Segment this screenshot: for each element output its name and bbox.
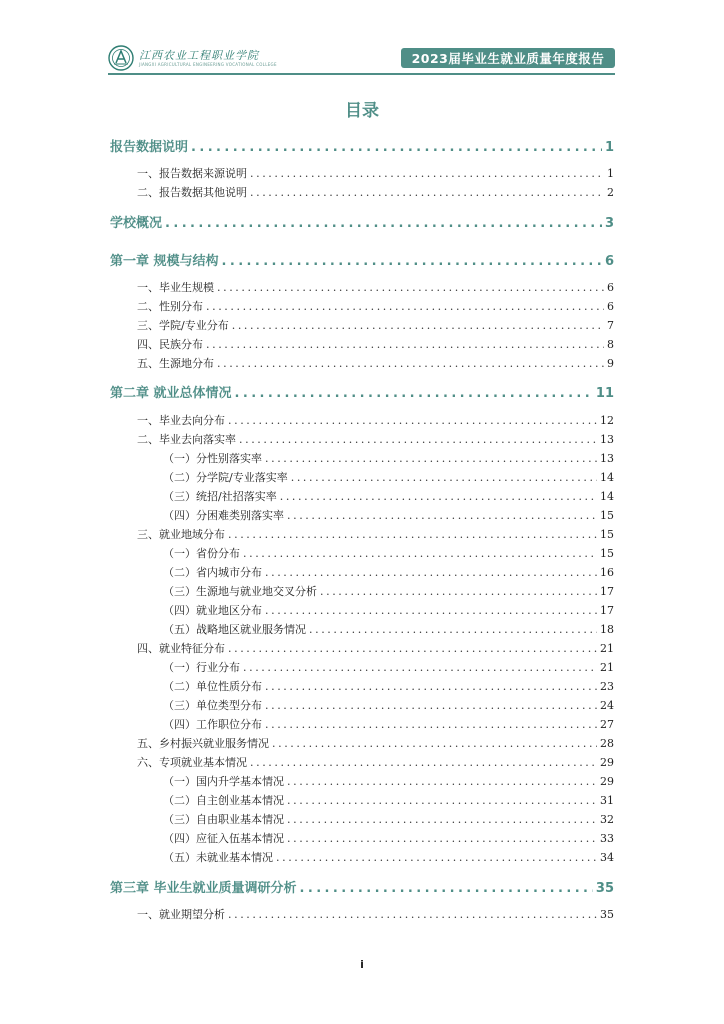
toc-entry[interactable] — [137, 279, 614, 295]
toc-entry[interactable] — [163, 773, 614, 789]
toc-entry-label: 五、乡村振兴就业服务情况 — [137, 737, 269, 750]
toc-dot-leader — [243, 661, 597, 674]
toc-dot-leader — [228, 642, 597, 655]
toc-entry-label: （二）省内城市分布 — [163, 566, 262, 579]
toc-entry[interactable] — [163, 792, 614, 808]
toc-entry-label: （三）单位类型分布 — [163, 699, 262, 712]
toc-entry[interactable] — [110, 136, 614, 155]
toc-entry-page: 6 — [607, 281, 614, 294]
toc-entry-page: 14 — [600, 471, 614, 484]
toc-entry-page: 12 — [600, 414, 614, 427]
toc-entry[interactable] — [163, 659, 614, 675]
toc-entry[interactable] — [163, 678, 614, 694]
toc-entry-page: 17 — [600, 585, 614, 598]
toc-dot-leader — [165, 216, 602, 231]
toc-entry-page: 14 — [600, 490, 614, 503]
toc-entry-label: 三、学院/专业分布 — [137, 319, 229, 332]
page-number: i — [360, 958, 364, 971]
toc-dot-leader — [217, 357, 604, 370]
toc-entry[interactable] — [137, 754, 614, 770]
toc-entry-label: 一、报告数据来源说明 — [137, 167, 247, 180]
toc-entry[interactable] — [137, 412, 614, 428]
toc-dot-leader — [206, 300, 604, 313]
toc-entry-label: （四）应征入伍基本情况 — [163, 832, 284, 845]
toc-dot-leader — [228, 528, 597, 541]
toc-entry-page: 35 — [600, 908, 614, 921]
toc-entry-label: （四）就业地区分布 — [163, 604, 262, 617]
toc-dot-leader — [272, 737, 597, 750]
toc-entry-label: （三）生源地与就业地交叉分析 — [163, 585, 317, 598]
toc-dot-leader — [287, 832, 597, 845]
toc-entry-page: 15 — [600, 528, 614, 541]
toc-entry-label: 三、就业地域分布 — [137, 528, 225, 541]
toc-entry-label: 四、民族分布 — [137, 338, 203, 351]
toc-entry-label: 四、就业特征分布 — [137, 642, 225, 655]
toc-entry-label: （二）分学院/专业落实率 — [163, 471, 288, 484]
toc-entry-page: 34 — [600, 851, 614, 864]
toc-entry[interactable] — [163, 621, 614, 637]
page-header — [108, 40, 615, 74]
toc-entry-label: （一）行业分布 — [163, 661, 240, 674]
toc-entry[interactable] — [163, 602, 614, 618]
toc-dot-leader — [309, 623, 597, 636]
toc-dot-leader — [265, 718, 597, 731]
toc-entry-label: （五）战略地区就业服务情况 — [163, 623, 306, 636]
toc-dot-leader — [300, 881, 593, 896]
toc-dot-leader — [228, 908, 597, 921]
toc-entry-page: 21 — [600, 661, 614, 674]
logo-name-cn: 江西农业工程职业学院 — [139, 49, 259, 62]
toc-entry[interactable] — [163, 564, 614, 580]
toc-entry-page: 13 — [600, 433, 614, 446]
toc-dot-leader — [217, 281, 604, 294]
toc-dot-leader — [265, 604, 597, 617]
toc-entry[interactable] — [163, 716, 614, 732]
toc-entry-label: 学校概况 — [110, 216, 163, 231]
toc-dot-leader — [228, 414, 597, 427]
toc-dot-leader — [276, 851, 597, 864]
toc-dot-leader — [287, 813, 597, 826]
toc-dot-leader — [287, 509, 597, 522]
toc-entry-label: （三）自由职业基本情况 — [163, 813, 284, 826]
toc-dot-leader — [239, 433, 597, 446]
college-logo — [108, 44, 277, 72]
toc-entry-label: 五、生源地分布 — [137, 357, 214, 370]
toc-entry[interactable] — [137, 735, 614, 751]
toc-dot-leader — [280, 490, 597, 503]
logo-name-en: JIANGXI AGRICULTURAL ENGINEERING VOCATIONAL COLLEGE — [139, 62, 277, 67]
toc-entry[interactable] — [137, 431, 614, 447]
toc-entry-label: 第二章 就业总体情况 — [110, 386, 232, 401]
toc-entry[interactable] — [137, 640, 614, 656]
toc-entry[interactable] — [163, 697, 614, 713]
toc-dot-leader — [232, 319, 604, 332]
toc-entry[interactable] — [137, 526, 614, 542]
toc-entry-page: 9 — [607, 357, 614, 370]
toc-entry-label: 二、报告数据其他说明 — [137, 186, 247, 199]
toc-entry[interactable] — [110, 212, 614, 231]
toc-dot-leader — [235, 386, 593, 401]
toc-entry-page: 15 — [600, 547, 614, 560]
toc-entry-page: 21 — [600, 642, 614, 655]
toc-entry[interactable] — [163, 469, 614, 485]
toc-entry-page: 17 — [600, 604, 614, 617]
toc-entry-label: 六、专项就业基本情况 — [137, 756, 247, 769]
toc-entry-page: 28 — [600, 737, 614, 750]
toc-entry[interactable] — [163, 849, 614, 865]
toc-entry-label: 报告数据说明 — [110, 140, 189, 155]
college-emblem-icon — [108, 45, 134, 71]
toc-entry-label: （一）省份分布 — [163, 547, 240, 560]
toc-entry-label: （一）分性别落实率 — [163, 452, 262, 465]
toc-entry-label: 一、毕业生规模 — [137, 281, 214, 294]
toc-entry-label: 一、毕业去向分布 — [137, 414, 225, 427]
toc-dot-leader — [191, 140, 602, 155]
toc-entry-label: （二）单位性质分布 — [163, 680, 262, 693]
toc-entry-label: 一、就业期望分析 — [137, 908, 225, 921]
toc-dot-leader — [287, 775, 597, 788]
report-title-badge: 2023届毕业生就业质量年度报告 — [401, 48, 615, 68]
toc-entry-page: 27 — [600, 718, 614, 731]
header-divider — [108, 73, 615, 75]
toc-entry-page: 35 — [595, 881, 614, 896]
toc-entry-page: 6 — [604, 254, 614, 269]
toc-dot-leader — [206, 338, 604, 351]
toc-entry[interactable] — [163, 545, 614, 561]
toc-dot-leader — [291, 471, 597, 484]
toc-entry-page: 29 — [600, 756, 614, 769]
toc-dot-leader — [320, 585, 597, 598]
toc-entry-page: 3 — [604, 216, 614, 231]
toc-entry[interactable] — [137, 184, 614, 200]
toc-entry-page: 16 — [600, 566, 614, 579]
toc-entry[interactable] — [163, 488, 614, 504]
toc-entry-page: 6 — [607, 300, 614, 313]
toc-dot-leader — [250, 167, 604, 180]
toc-entry[interactable] — [137, 317, 614, 333]
toc-entry[interactable] — [163, 830, 614, 846]
toc-entry-page: 11 — [595, 386, 614, 401]
toc-dot-leader — [222, 254, 602, 269]
toc-entry[interactable] — [137, 355, 614, 371]
toc-entry-page: 1 — [607, 167, 614, 180]
toc-entry[interactable] — [163, 450, 614, 466]
toc-title: 目录 — [345, 101, 379, 121]
toc-entry-page: 15 — [600, 509, 614, 522]
toc-dot-leader — [265, 452, 597, 465]
toc-entry[interactable] — [137, 336, 614, 352]
toc-entry[interactable] — [163, 507, 614, 523]
toc-entry-page: 31 — [600, 794, 614, 807]
toc-dot-leader — [265, 566, 597, 579]
toc-entry-label: （五）未就业基本情况 — [163, 851, 273, 864]
toc-entry-label: 二、毕业去向落实率 — [137, 433, 236, 446]
toc-dot-leader — [265, 680, 597, 693]
toc-entry-page: 1 — [604, 140, 614, 155]
toc-entry-label: 二、性别分布 — [137, 300, 203, 313]
toc-entry-page: 2 — [607, 186, 614, 199]
toc-entry[interactable] — [163, 583, 614, 599]
toc-entry[interactable] — [137, 298, 614, 314]
toc-entry[interactable] — [137, 165, 614, 181]
toc-entry-page: 8 — [607, 338, 614, 351]
toc-entry-label: （一）国内升学基本情况 — [163, 775, 284, 788]
toc-entry[interactable] — [110, 250, 614, 269]
toc-entry-page: 23 — [600, 680, 614, 693]
toc-entry-label: （四）工作职位分布 — [163, 718, 262, 731]
toc-entry-page: 33 — [600, 832, 614, 845]
toc-dot-leader — [250, 186, 604, 199]
toc-dot-leader — [243, 547, 597, 560]
toc-entry[interactable] — [110, 877, 614, 896]
toc-entry-label: 第三章 毕业生就业质量调研分析 — [110, 881, 297, 896]
toc-entry-label: 第一章 规模与结构 — [110, 254, 219, 269]
toc-entry-page: 7 — [607, 319, 614, 332]
toc-entry-label: （三）统招/社招落实率 — [163, 490, 277, 503]
toc-entry-page: 32 — [600, 813, 614, 826]
toc-entry-label: （二）自主创业基本情况 — [163, 794, 284, 807]
toc-dot-leader — [265, 699, 597, 712]
toc-entry-label: （四）分困难类别落实率 — [163, 509, 284, 522]
toc-entry[interactable] — [163, 811, 614, 827]
toc-dot-leader — [287, 794, 597, 807]
toc-dot-leader — [250, 756, 597, 769]
toc-entry[interactable] — [110, 382, 614, 401]
toc-entry-page: 13 — [600, 452, 614, 465]
toc-entry-page: 18 — [600, 623, 614, 636]
toc-entry[interactable] — [137, 906, 614, 922]
toc-entry-page: 24 — [600, 699, 614, 712]
toc-entry-page: 29 — [600, 775, 614, 788]
